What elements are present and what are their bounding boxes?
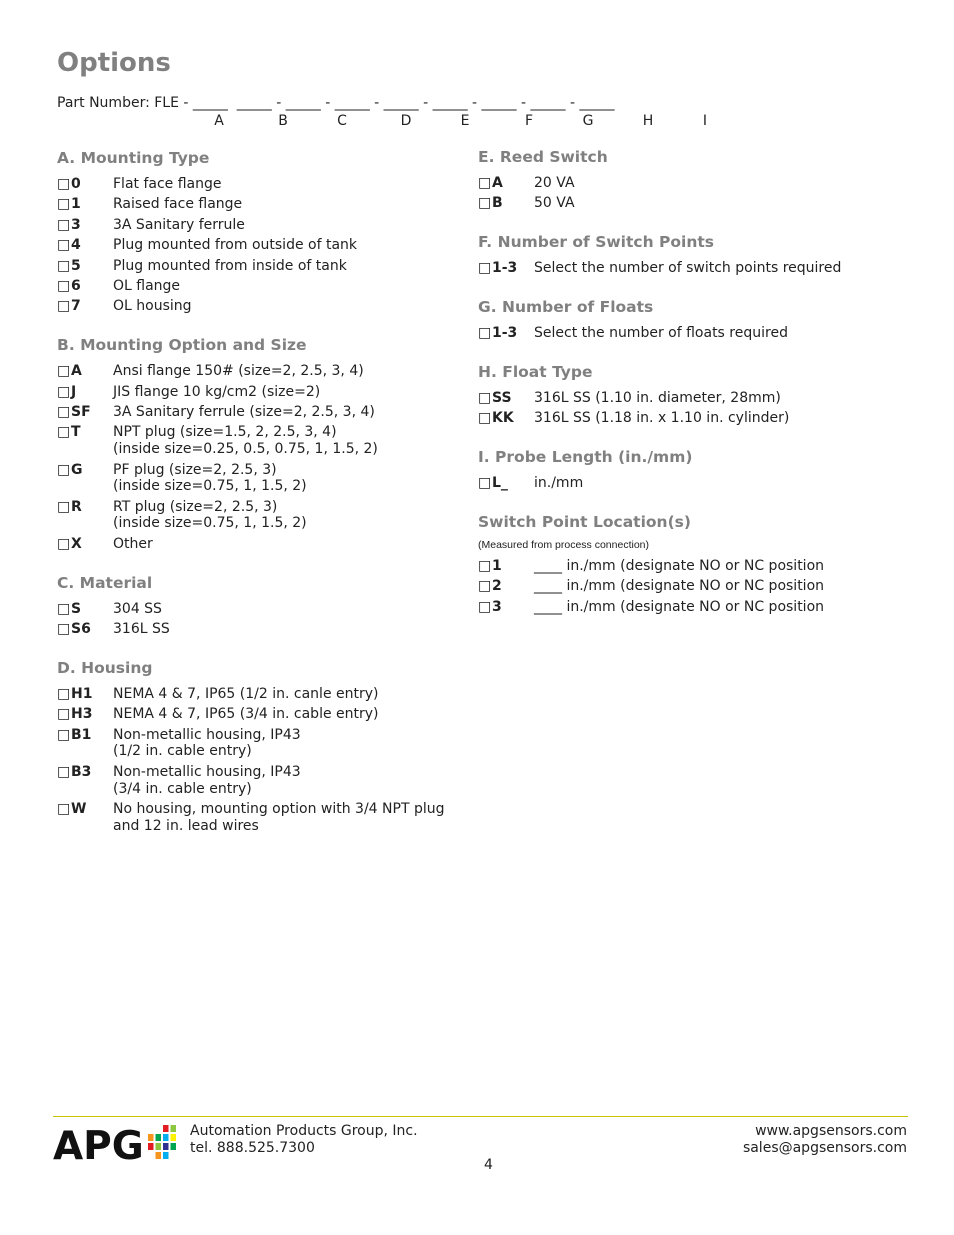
section-heading: G. Number of Floats [478,297,654,316]
checkbox-icon[interactable]: □ [478,195,492,212]
option-code: 5 [71,257,81,274]
checkbox-icon[interactable]: □ [57,176,71,192]
checkbox-icon[interactable]: □ [57,498,71,515]
part-letter: D [400,113,412,129]
logo-dot [171,1125,177,1132]
option-code: A [71,363,82,380]
option-section [57,573,457,638]
option-item [57,298,457,315]
option-code: H1 [71,685,93,702]
option-description: ____ in./mm (designate NO or NC position [534,578,825,595]
option-item [478,325,878,342]
option-item [57,384,457,401]
part-letter: F [524,113,534,129]
option-description: Ansi flange 150# (size=2, 2.5, 3, 4) [113,363,364,380]
option-code: 1 [492,557,502,574]
option-code: 0 [71,176,81,192]
option-section [57,658,457,835]
checkbox-icon[interactable]: □ [57,298,71,315]
part-letter: G [582,113,594,129]
option-code: 3 [71,216,81,233]
checkbox-icon[interactable]: □ [478,557,492,574]
checkbox-icon[interactable]: □ [478,389,492,406]
checkbox-icon[interactable]: □ [478,175,492,191]
checkbox-icon[interactable]: □ [57,383,71,400]
options-left-column [57,148,457,855]
logo-dot [148,1143,154,1150]
checkbox-icon[interactable]: □ [57,535,71,552]
option-item [478,558,878,575]
option-item [478,195,878,212]
logo-dot [163,1125,169,1132]
checkbox-icon[interactable]: □ [57,726,71,743]
part-letter: C [337,113,347,129]
option-section [478,232,878,277]
apg-logo-mark [53,1124,178,1162]
option-section [478,147,878,212]
option-description: 3A Sanitary ferrule [113,216,245,233]
option-description: OL flange [113,277,181,294]
option-item [57,621,457,638]
option-section [57,335,457,553]
option-code: H3 [71,706,93,723]
checkbox-icon[interactable]: □ [57,196,71,213]
option-item [478,390,878,407]
logo-dot [148,1134,154,1141]
checkbox-icon[interactable]: □ [478,578,492,595]
option-code: G [71,461,83,478]
option-description: ____ in./mm (designate NO or NC position [534,598,825,615]
option-code: 7 [71,298,81,315]
company-name: Automation Products Group, Inc. [190,1123,418,1139]
option-code: S [71,600,82,617]
email-link[interactable]: sales@apgsensors.com [742,1140,907,1156]
option-code: 2 [492,578,502,595]
option-description: Plug mounted from inside of tank [113,257,347,274]
part-letter: A [214,113,224,129]
option-code: X [71,535,82,552]
checkbox-icon[interactable]: □ [57,621,71,638]
part-letter: H [642,113,654,129]
options-right-column [478,147,878,635]
option-description: 3A Sanitary ferrule (size=2, 2.5, 3, 4) [113,403,375,420]
option-code: L_ [492,474,508,491]
section-note: (Measured from process connection) [478,538,649,551]
option-item [57,764,457,798]
option-item [57,237,457,254]
checkbox-icon[interactable]: □ [57,237,71,254]
option-item [57,363,457,380]
option-code: 4 [71,237,81,254]
option-code: S6 [71,621,91,638]
option-description: in./mm [534,474,584,491]
option-description: 50 VA [534,195,575,212]
checkbox-icon[interactable]: □ [57,216,71,233]
option-code: R [71,498,82,515]
option-section [478,447,878,492]
option-code: 1-3 [492,324,518,341]
checkbox-icon[interactable]: □ [57,685,71,702]
section-heading: A. Mounting Type [57,149,210,167]
checkbox-icon[interactable]: □ [57,461,71,478]
option-code: 6 [71,277,81,294]
checkbox-icon[interactable]: □ [57,363,71,380]
option-description: OL housing [113,298,192,315]
option-section [478,362,878,427]
option-description: 316L SS (1.10 in. diameter, 28mm) [534,389,781,406]
section-heading: E. Reed Switch [478,148,608,166]
option-description: No housing, mounting option with 3/4 NPT plug and 12 in. lead wires [113,801,445,834]
option-code: 1 [71,196,81,213]
checkbox-icon[interactable]: □ [478,598,492,615]
option-code: 3 [492,598,502,615]
option-item [57,706,457,723]
part-letter: E [460,113,470,129]
option-description: Select the number of switch points required [534,260,842,277]
option-description: Flat face flange [113,176,222,192]
logo-dot [163,1143,169,1150]
logo-dot [156,1152,162,1159]
option-item [478,599,878,616]
option-code: B [492,195,503,212]
website-link[interactable]: www.apgsensors.com [755,1123,907,1139]
option-description: 20 VA [534,175,575,191]
option-description: Non-metallic housing, IP43 (3/4 in. cable entry) [113,763,301,797]
option-description: Other [113,535,153,552]
option-section [478,512,878,616]
option-code: T [71,424,81,441]
option-description: PF plug (size=2, 2.5, 3) (inside size=0.75, 1, 1.5, 2) [113,461,307,495]
option-code: KK [492,410,514,427]
option-item [57,686,457,703]
option-item [57,258,457,275]
option-code: A [492,175,503,191]
option-code: B1 [71,726,92,743]
page-number: 4 [484,1157,493,1173]
option-description: Raised face flange [113,196,243,213]
option-description: NEMA 4 & 7, IP65 (3/4 in. cable entry) [113,706,379,723]
option-description: NEMA 4 & 7, IP65 (1/2 in. canle entry) [113,685,379,702]
option-item [57,601,457,618]
option-description: NPT plug (size=1.5, 2, 2.5, 3, 4) (inside size=0.25, 0.5, 0.75, 1, 1.5, 2) [113,424,378,458]
option-item [57,196,457,213]
part-letter: B [278,113,288,129]
option-item [478,175,878,192]
option-code: SS [492,389,512,406]
checkbox-icon[interactable]: □ [57,277,71,294]
apg-logo-letters: APG [53,1124,144,1162]
option-code: W [71,801,87,818]
section-heading: H. Float Type [478,362,593,381]
option-item [57,278,457,295]
option-description: JIS flange 10 kg/cm2 (size=2) [113,383,321,400]
option-code: SF [71,403,91,420]
option-item [57,499,457,533]
checkbox-icon[interactable]: □ [57,706,71,723]
footer-divider [53,1116,908,1117]
section-heading: D. Housing [57,658,153,677]
option-item [478,410,878,427]
option-code: 1-3 [492,260,518,277]
option-item [57,462,457,496]
page-title: Options [57,48,171,78]
option-description: RT plug (size=2, 2.5, 3) (inside size=0.75, 1, 1.5, 2) [113,498,307,532]
checkbox-icon[interactable]: □ [478,260,492,277]
option-section [57,148,457,315]
checkbox-icon[interactable]: □ [57,424,71,441]
option-description: 316L SS (1.18 in. x 1.10 in. cylinder) [534,410,790,427]
logo-dot [156,1134,162,1141]
option-item [57,727,457,761]
checkbox-icon[interactable]: □ [478,410,492,427]
option-item [478,578,878,595]
option-item [57,536,457,553]
logo-dot [156,1143,162,1150]
option-description: 316L SS [113,621,170,638]
checkbox-icon[interactable]: □ [57,763,71,780]
checkbox-icon[interactable]: □ [57,403,71,420]
part-letter: I [702,113,708,129]
logo-dot [163,1134,169,1141]
option-code: J [71,383,77,400]
option-item [57,217,457,234]
checkbox-icon[interactable]: □ [478,474,492,491]
checkbox-icon[interactable]: □ [57,257,71,274]
section-heading: Switch Point Location(s) [478,512,691,531]
checkbox-icon[interactable]: □ [57,600,71,617]
option-description: Non-metallic housing, IP43 (1/2 in. cable entry) [113,726,301,760]
option-item [478,260,878,277]
company-info [190,1123,418,1157]
option-description: Plug mounted from outside of tank [113,237,358,254]
company-tel: tel. 888.525.7300 [190,1140,315,1156]
option-item [57,404,457,421]
option-description: 304 SS [113,600,162,617]
logo-dot [171,1134,177,1141]
option-code: B3 [71,763,92,780]
checkbox-icon[interactable]: □ [57,801,71,818]
logo-dot [171,1143,177,1150]
apg-logo [53,1124,178,1162]
contact-info [743,1123,907,1157]
section-heading: C. Material [57,573,153,592]
option-item [57,424,457,458]
option-item [57,801,457,835]
option-section [478,297,878,342]
option-description: ____ in./mm (designate NO or NC position [534,557,825,574]
section-heading: F. Number of Switch Points [478,233,715,252]
option-item [478,475,878,492]
part-number-template: Part Number: FLE - _____ _____ - _____ - _____ - _____ - _____ - _____ - _____ - _____ [57,95,615,111]
logo-dot [163,1152,169,1159]
section-heading: I. Probe Length (in./mm) [478,447,693,466]
option-item [57,176,457,193]
logo-dots [148,1125,176,1159]
checkbox-icon[interactable]: □ [478,324,492,341]
section-heading: B. Mounting Option and Size [57,336,307,355]
option-description: Select the number of floats required [534,324,788,341]
